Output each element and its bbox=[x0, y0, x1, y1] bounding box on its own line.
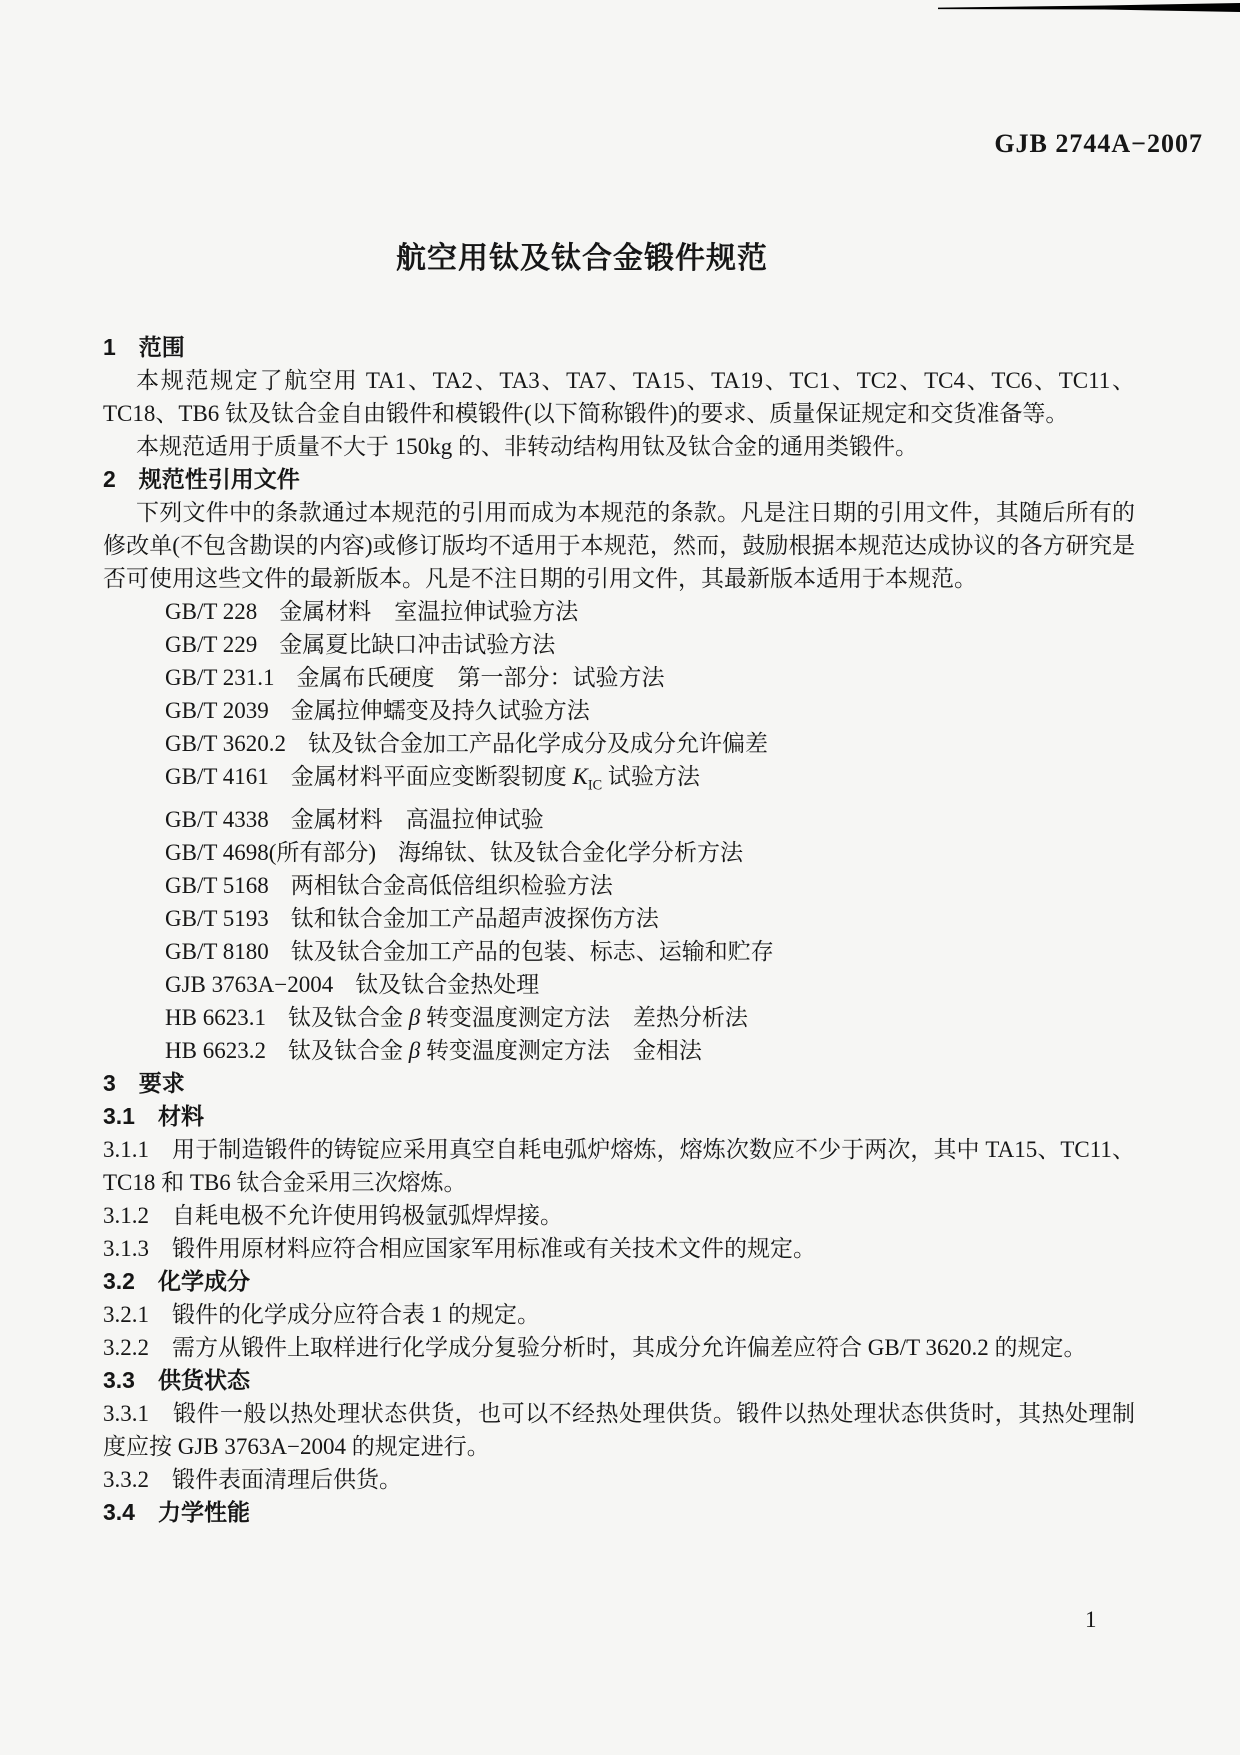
reference-code: GB/T 4338 bbox=[165, 806, 269, 832]
section-2-heading: 2 规范性引用文件 bbox=[103, 466, 300, 492]
reference-title-text: 钛及钛合金 bbox=[287, 1037, 409, 1063]
reference-title: 钛和钛合金加工产品超声波探伤方法 bbox=[290, 905, 659, 931]
reference-code: HB 6623.2 bbox=[165, 1037, 266, 1063]
beta-symbol: β bbox=[408, 1004, 421, 1030]
reference-code: GB/T 8180 bbox=[165, 938, 269, 964]
fracture-toughness-symbol: K bbox=[572, 764, 588, 789]
beta-symbol: β bbox=[408, 1037, 421, 1063]
reference-item bbox=[165, 628, 1135, 661]
reference-title: 金属材料 室温拉伸试验方法 bbox=[279, 599, 579, 624]
reference-item bbox=[165, 836, 1135, 869]
reference-code: GB/T 231.1 bbox=[165, 665, 275, 690]
reference-item bbox=[165, 869, 1135, 902]
section-1-paragraph-1: 本规范规定了航空用 TA1、TA2、TA3、TA7、TA15、TA19、TC1、TC2、TC4、TC6、TC11、TC18、TB6 钛及钛合金自由锻件和模锻件(以下简称锻件)的要求、质量保证规定和交货准备等。 bbox=[103, 368, 1135, 426]
reference-code: GB/T 3620.2 bbox=[165, 731, 286, 756]
references-list bbox=[103, 595, 1135, 1067]
reference-code: GJB 3763A−2004 bbox=[165, 971, 334, 997]
reference-title: 钛及钛合金加工产品化学成分及成分允许偏差 bbox=[307, 731, 768, 756]
reference-code: GB/T 228 bbox=[165, 599, 258, 624]
reference-item bbox=[165, 935, 1135, 968]
reference-title: 两相钛合金高低倍组织检验方法 bbox=[290, 872, 613, 898]
section-2-paragraph: 下列文件中的条款通过本规范的引用而成为本规范的条款。凡是注日期的引用文件，其随后所有的修改单(不包含勘误的内容)或修订版均不适用于本规范，然而，鼓励根据本规范达成协议的各方研究是否可使用这些文件的最新版本。凡是不注日期的引用文件，其最新版本适用于本规范。 bbox=[103, 500, 1135, 591]
document-body bbox=[103, 331, 1135, 1529]
reference-title-text: 钛及钛合金 bbox=[287, 1004, 409, 1030]
reference-code: GB/T 5168 bbox=[165, 872, 269, 898]
reference-item bbox=[165, 968, 1135, 1001]
reference-title-text: 试验方法 bbox=[602, 764, 700, 789]
section-3-3-heading: 3.3 供货状态 bbox=[103, 1366, 250, 1393]
clause-3-2-1: 3.2.1 锻件的化学成分应符合表 1 的规定。 bbox=[103, 1301, 540, 1327]
page-number: 1 bbox=[1085, 1607, 1097, 1632]
reference-title: 金属拉伸蠕变及持久试验方法 bbox=[290, 698, 590, 723]
reference-item bbox=[165, 595, 1135, 628]
section-3-4-heading: 3.4 力学性能 bbox=[103, 1498, 250, 1525]
reference-item bbox=[165, 760, 1135, 803]
reference-item bbox=[165, 694, 1135, 727]
section-3-1-heading: 3.1 材料 bbox=[103, 1102, 204, 1129]
clause-3-2-2: 3.2.2 需方从锻件上取样进行化学成分复验分析时，其成分允许偏差应符合 GB/T 3620.2 的规定。 bbox=[103, 1334, 1087, 1360]
reference-item bbox=[165, 803, 1135, 836]
reference-title bbox=[290, 764, 700, 794]
reference-title-text: 转变温度测定方法 金相法 bbox=[420, 1037, 702, 1063]
reference-item bbox=[165, 661, 1135, 694]
reference-title: 海绵钛、钛及钛合金化学分析方法 bbox=[398, 839, 744, 865]
section-1-heading: 1 范围 bbox=[103, 334, 185, 360]
section-3-heading: 3 要求 bbox=[103, 1069, 185, 1096]
clause-3-1-3: 3.1.3 锻件用原材料应符合相应国家军用标准或有关技术文件的规定。 bbox=[103, 1235, 816, 1261]
symbol-subscript: IC bbox=[587, 777, 603, 794]
reference-title bbox=[288, 1038, 702, 1063]
scan-artifact-line bbox=[938, 3, 1240, 12]
reference-item bbox=[165, 1034, 1135, 1067]
reference-code: GB/T 229 bbox=[165, 632, 258, 657]
section-1-paragraph-2: 本规范适用于质量不大于 150kg 的、非转动结构用钛及钛合金的通用类锻件。 bbox=[136, 434, 918, 459]
clause-3-1-1: 3.1.1 用于制造锻件的铸锭应采用真空自耗电弧炉熔炼，熔炼次数应不少于两次，其中 TA15、TC11、TC18 和 TB6 钛合金采用三次熔炼。 bbox=[103, 1136, 1135, 1195]
clause-3-3-2: 3.3.2 锻件表面清理后供货。 bbox=[103, 1466, 402, 1492]
reference-item bbox=[165, 727, 1135, 760]
reference-item bbox=[165, 1001, 1135, 1034]
reference-code: GB/T 4161 bbox=[165, 764, 269, 789]
clause-3-1-2: 3.1.2 自耗电极不允许使用钨极氩弧焊焊接。 bbox=[103, 1202, 563, 1228]
reference-code: GB/T 2039 bbox=[165, 698, 269, 723]
standard-code: GJB 2744A−2007 bbox=[994, 129, 1203, 158]
reference-title bbox=[288, 1005, 748, 1030]
reference-title-text: 金属材料平面应变断裂韧度 bbox=[290, 764, 573, 789]
reference-title: 钛及钛合金加工产品的包装、标志、运输和贮存 bbox=[290, 938, 774, 964]
reference-code: GB/T 4698(所有部分) bbox=[165, 839, 377, 865]
reference-code: HB 6623.1 bbox=[165, 1004, 266, 1030]
reference-title-text: 转变温度测定方法 差热分析法 bbox=[420, 1004, 748, 1030]
clause-3-3-1: 3.3.1 锻件一般以热处理状态供货，也可以不经热处理供货。锻件以热处理状态供货时，其热处理制度应按 GJB 3763A−2004 的规定进行。 bbox=[103, 1400, 1135, 1459]
reference-item bbox=[165, 902, 1135, 935]
reference-title: 金属材料 高温拉伸试验 bbox=[290, 806, 544, 832]
document-title: 航空用钛及钛合金锻件规范 bbox=[396, 242, 768, 275]
section-3-2-heading: 3.2 化学成分 bbox=[103, 1267, 250, 1294]
reference-title: 金属布氏硬度 第一部分：试验方法 bbox=[296, 665, 665, 690]
reference-title: 金属夏比缺口冲击试验方法 bbox=[279, 632, 556, 657]
reference-title: 钛及钛合金热处理 bbox=[355, 971, 540, 997]
reference-code: GB/T 5193 bbox=[165, 905, 269, 931]
